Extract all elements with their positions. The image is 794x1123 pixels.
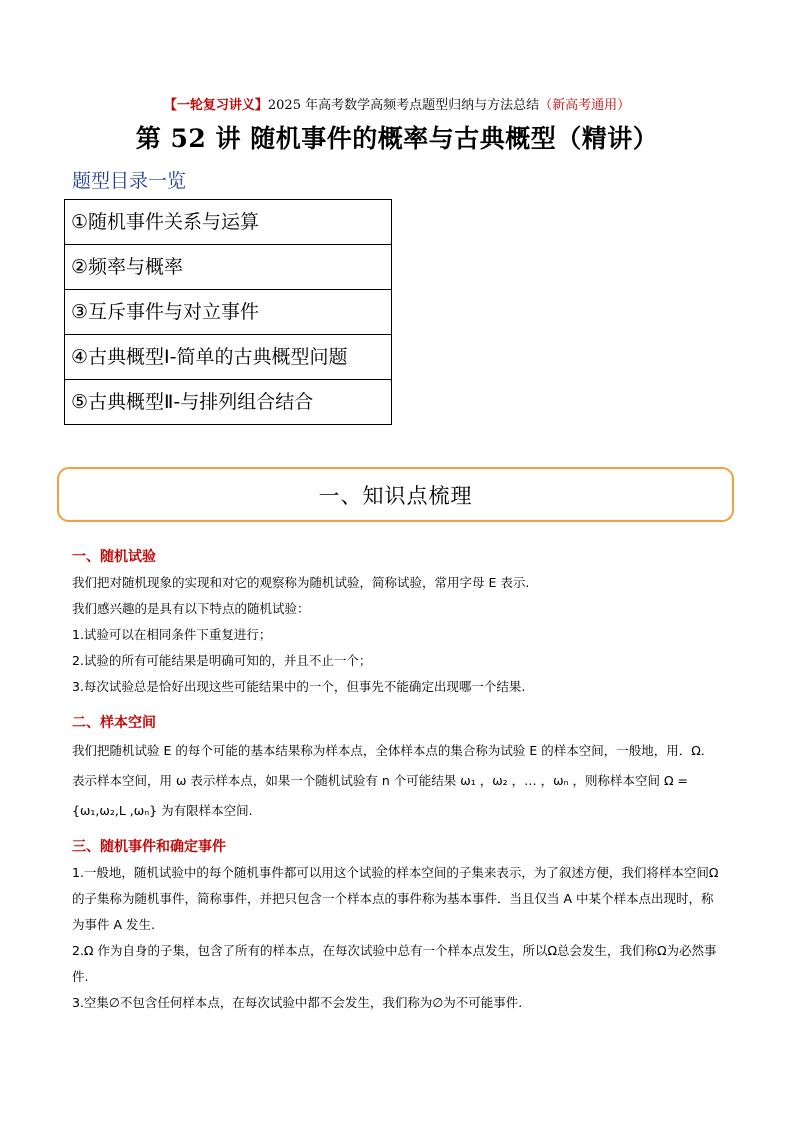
toc-item: ④古典概型Ⅰ-简单的古典概型问题: [65, 335, 392, 380]
document-subtitle: [0, 94, 794, 113]
section-heading: 二、样本空间: [72, 715, 156, 731]
toc-item: ②频率与概率: [65, 245, 392, 290]
section-random-experiment: [72, 544, 724, 700]
subtitle-bracket-tag: 【一轮复习讲义】: [163, 98, 268, 113]
subtitle-main: 2025 年高考数学高频考点题型归纳与方法总结: [267, 98, 540, 113]
paragraph: 我们把对随机现象的实现和对它的观察称为随机试验，简称试验，常用字母 E 表示.: [72, 575, 530, 590]
paragraph: 3.空集∅不包含任何样本点，在每次试验中都不会发生，我们称为∅为不可能事件.: [72, 995, 523, 1010]
section-heading: 一、随机试验: [72, 549, 156, 565]
page-title: 第 52 讲 随机事件的概率与古典概型（精讲）: [135, 124, 659, 153]
section-banner: [57, 467, 734, 522]
paragraph: 1.试验可以在相同条件下重复进行；: [72, 627, 272, 642]
paragraph: 1.一般地，随机试验中的每个随机事件都可以用这个试验的样本空间的子集来表示，为了叙述方便，我们将样本空间Ω的子集称为随机事件，简称事件，并把只包含一个样本点的事件称为基本事件．当且仅当 A 中某个样本点出现时，称为事件 A 发生.: [72, 865, 719, 932]
toc-heading: 题型目录一览: [72, 170, 187, 192]
paragraph: 我们感兴趣的是具有以下特点的随机试验：: [72, 601, 310, 616]
paragraph: 2.试验的所有可能结果是明确可知的，并且不止一个；: [72, 653, 372, 668]
paragraph: 3.每次试验总是恰好出现这些可能结果中的一个，但事先不能确定出现哪一个结果.: [72, 679, 526, 694]
paragraph: 我们把随机试验 E 的每个可能的基本结果称为样本点，全体样本点的集合称为试验 E 的样本空间，一般地，用．Ω．表示样本空间，用 ω 表示样本点，如果一个随机试验有 n 个可能结果 ω₁ ，ω₂ ，… ，ωₙ ，则称样本空间 Ω = {ω₁,ω₂,L ,ωₙ} 为有限样本空间.: [72, 743, 714, 818]
section-random-events: [72, 834, 724, 1016]
section-sample-space: [72, 710, 724, 826]
toc-table: [64, 199, 392, 425]
section-heading: 三、随机事件和确定事件: [72, 839, 226, 855]
toc-item: ①随机事件关系与运算: [65, 200, 392, 245]
paragraph: 2.Ω 作为自身的子集，包含了所有的样本点，在每次试验中总有一个样本点发生，所以Ω总会发生，我们称Ω为必然事件.: [72, 943, 717, 984]
section-banner-title: 一、知识点梳理: [318, 483, 473, 508]
toc-item: ⑤古典概型Ⅱ-与排列组合结合: [65, 380, 392, 425]
subtitle-tag: （新高考通用）: [539, 98, 631, 113]
toc-item: ③互斥事件与对立事件: [65, 290, 392, 335]
